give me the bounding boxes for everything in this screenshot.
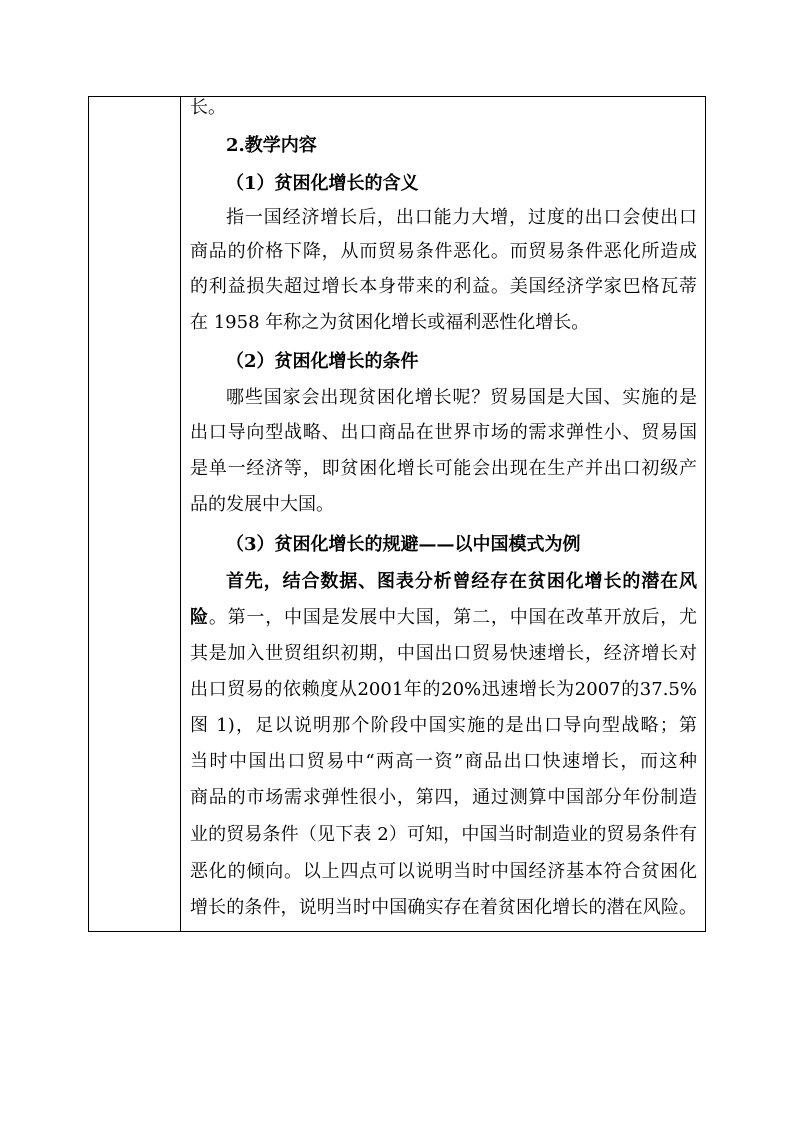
text-line: 图 1)，足以说明那个阶段中国实施的是出口导向型战略；第 — [190, 715, 697, 736]
subheading-conditions: （2）贫困化增长的条件 — [226, 351, 419, 372]
text-fragment: 。第一，中国是发展中大国，第二，中国在改革开放后，尤 — [208, 607, 697, 628]
bold-text-line: 首先，结合数据、图表分析曾经存在贫困化增长的潜在风 — [226, 571, 697, 592]
text-line: 恶化的倾向。以上四点可以说明当时中国经济基本符合贫困化 — [190, 861, 697, 882]
text-line: 哪些国家会出现贫困化增长呢？贸易国是大国、实施的是 — [226, 387, 697, 408]
text-line: 的利益损失超过增长本身带来的利益。美国经济学家巴格瓦蒂 — [190, 276, 697, 297]
text-line: 指一国经济增长后，出口能力大增，过度的出口会使出口 — [226, 207, 697, 228]
mixed-text-line — [190, 600, 697, 636]
text-line: 增长的条件，说明当时中国确实存在着贫困化增长的潜在风险。 — [190, 897, 697, 918]
text-line: 出口贸易的依赖度从2001年的20%迅速增长为2007的37.5% — [190, 679, 697, 700]
section-heading: 2.教学内容 — [226, 135, 317, 156]
text-line: 当时中国出口贸易中“两高一资”商品出口快速增长，而这种 — [190, 751, 697, 772]
left-label-cell — [89, 97, 180, 931]
text-line: 商品的市场需求弹性很小，第四，通过测算中国部分年份制造 — [190, 787, 697, 808]
bold-fragment: 险 — [190, 607, 209, 628]
text-line: 业的贸易条件（见下表 2）可知，中国当时制造业的贸易条件有 — [190, 824, 697, 845]
text-line: 商品的价格下降，从而贸易条件恶化。而贸易条件恶化所造成 — [190, 241, 697, 262]
subheading-avoidance: （3）贫困化增长的规避——以中国模式为例 — [226, 534, 581, 555]
text-line: 其是加入世贸组织初期，中国出口贸易快速增长，经济增长对 — [190, 643, 697, 664]
text-line: 出口导向型战略、出口商品在世界市场的需求弹性小、贸易国 — [190, 422, 697, 443]
text-line: 在 1958 年称之为贫困化增长或福利恶性化增长。 — [190, 312, 590, 333]
text-line-continuation: 长。 — [190, 97, 226, 118]
column-divider — [180, 96, 181, 932]
text-line: 是单一经济等，即贫困化增长可能会出现在生产并出口初级产 — [190, 458, 697, 479]
subheading-definition: （1）贫困化增长的含义 — [226, 173, 419, 194]
text-line: 品的发展中大国。 — [190, 494, 334, 515]
